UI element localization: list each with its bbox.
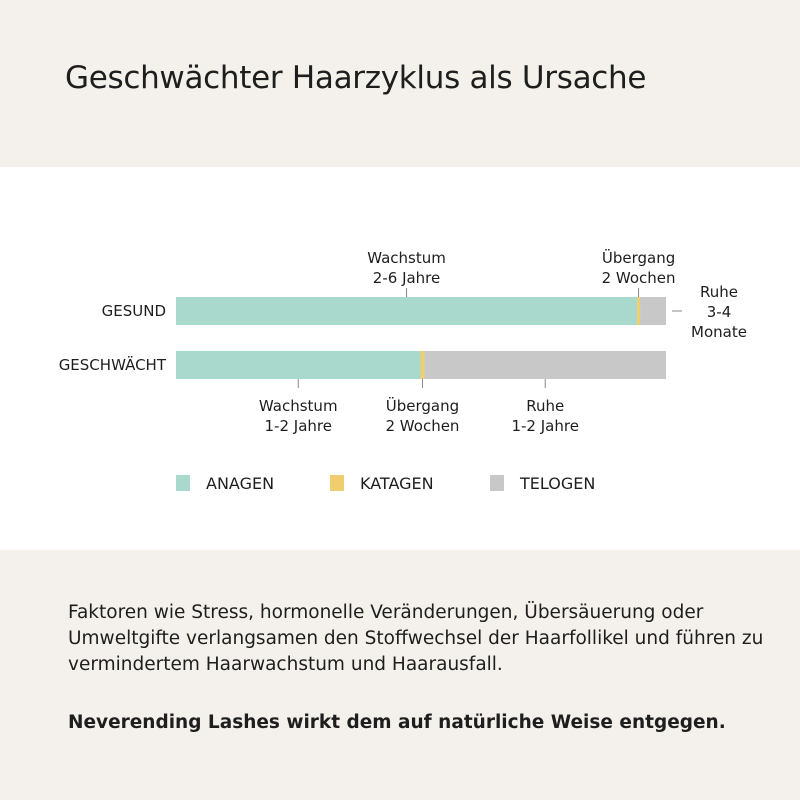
annotation-0-line-0: Wachstum xyxy=(367,249,446,267)
annotation-3-line-1: 1-2 Jahre xyxy=(264,417,332,435)
body-text: Faktoren wie Stress, hormonelle Veränderungen, Übersäuerung oder Umweltgifte verlangsamen den Stoffwechsel der Haarfollikel und führen zu vermindertem Haarwachstum und Haarausfall. xyxy=(68,602,764,675)
bar-katagen-1 xyxy=(421,351,425,379)
legend-swatch-telogen xyxy=(490,475,504,491)
row-label-0: GESUND xyxy=(101,302,166,320)
annotation-2-line-1: 3-4 xyxy=(706,303,732,321)
legend-label-katagen: KATAGEN xyxy=(360,474,434,493)
bar-anagen-0 xyxy=(176,297,637,325)
annotation-2-line-0: Ruhe xyxy=(700,283,738,301)
legend-swatch-katagen xyxy=(330,475,344,491)
legend-label-anagen: ANAGEN xyxy=(206,474,275,493)
page-title: Geschwächter Haarzyklus als Ursache xyxy=(65,60,647,96)
annotation-0-line-1: 2-6 Jahre xyxy=(372,269,441,287)
legend-swatch-anagen xyxy=(176,475,190,491)
annotation-2-line-2: Monate xyxy=(691,323,747,341)
annotation-3-line-0: Wachstum xyxy=(258,397,338,415)
bar-katagen-0 xyxy=(637,297,640,325)
hair-cycle-chart xyxy=(0,167,800,550)
claim-text: Neverending Lashes wirkt dem auf natürliche Weise entgegen. xyxy=(68,712,726,733)
row-label-1: GESCHWÄCHT xyxy=(58,356,166,374)
legend-label-telogen: TELOGEN xyxy=(520,474,596,493)
annotation-4-line-1: 2 Wochen xyxy=(385,417,460,435)
bar-telogen-0 xyxy=(640,297,666,325)
annotation-5-line-1: 1-2 Jahre xyxy=(511,417,579,435)
annotation-5-line-0: Ruhe xyxy=(526,397,565,415)
annotation-4-line-0: Übergang xyxy=(385,397,460,415)
bar-anagen-1 xyxy=(176,351,421,379)
header-band xyxy=(0,0,800,167)
annotation-1-line-0: Übergang xyxy=(601,249,676,267)
annotation-1-line-1: 2 Wochen xyxy=(601,269,676,287)
bar-telogen-1 xyxy=(424,351,666,379)
footer-band xyxy=(0,550,800,800)
